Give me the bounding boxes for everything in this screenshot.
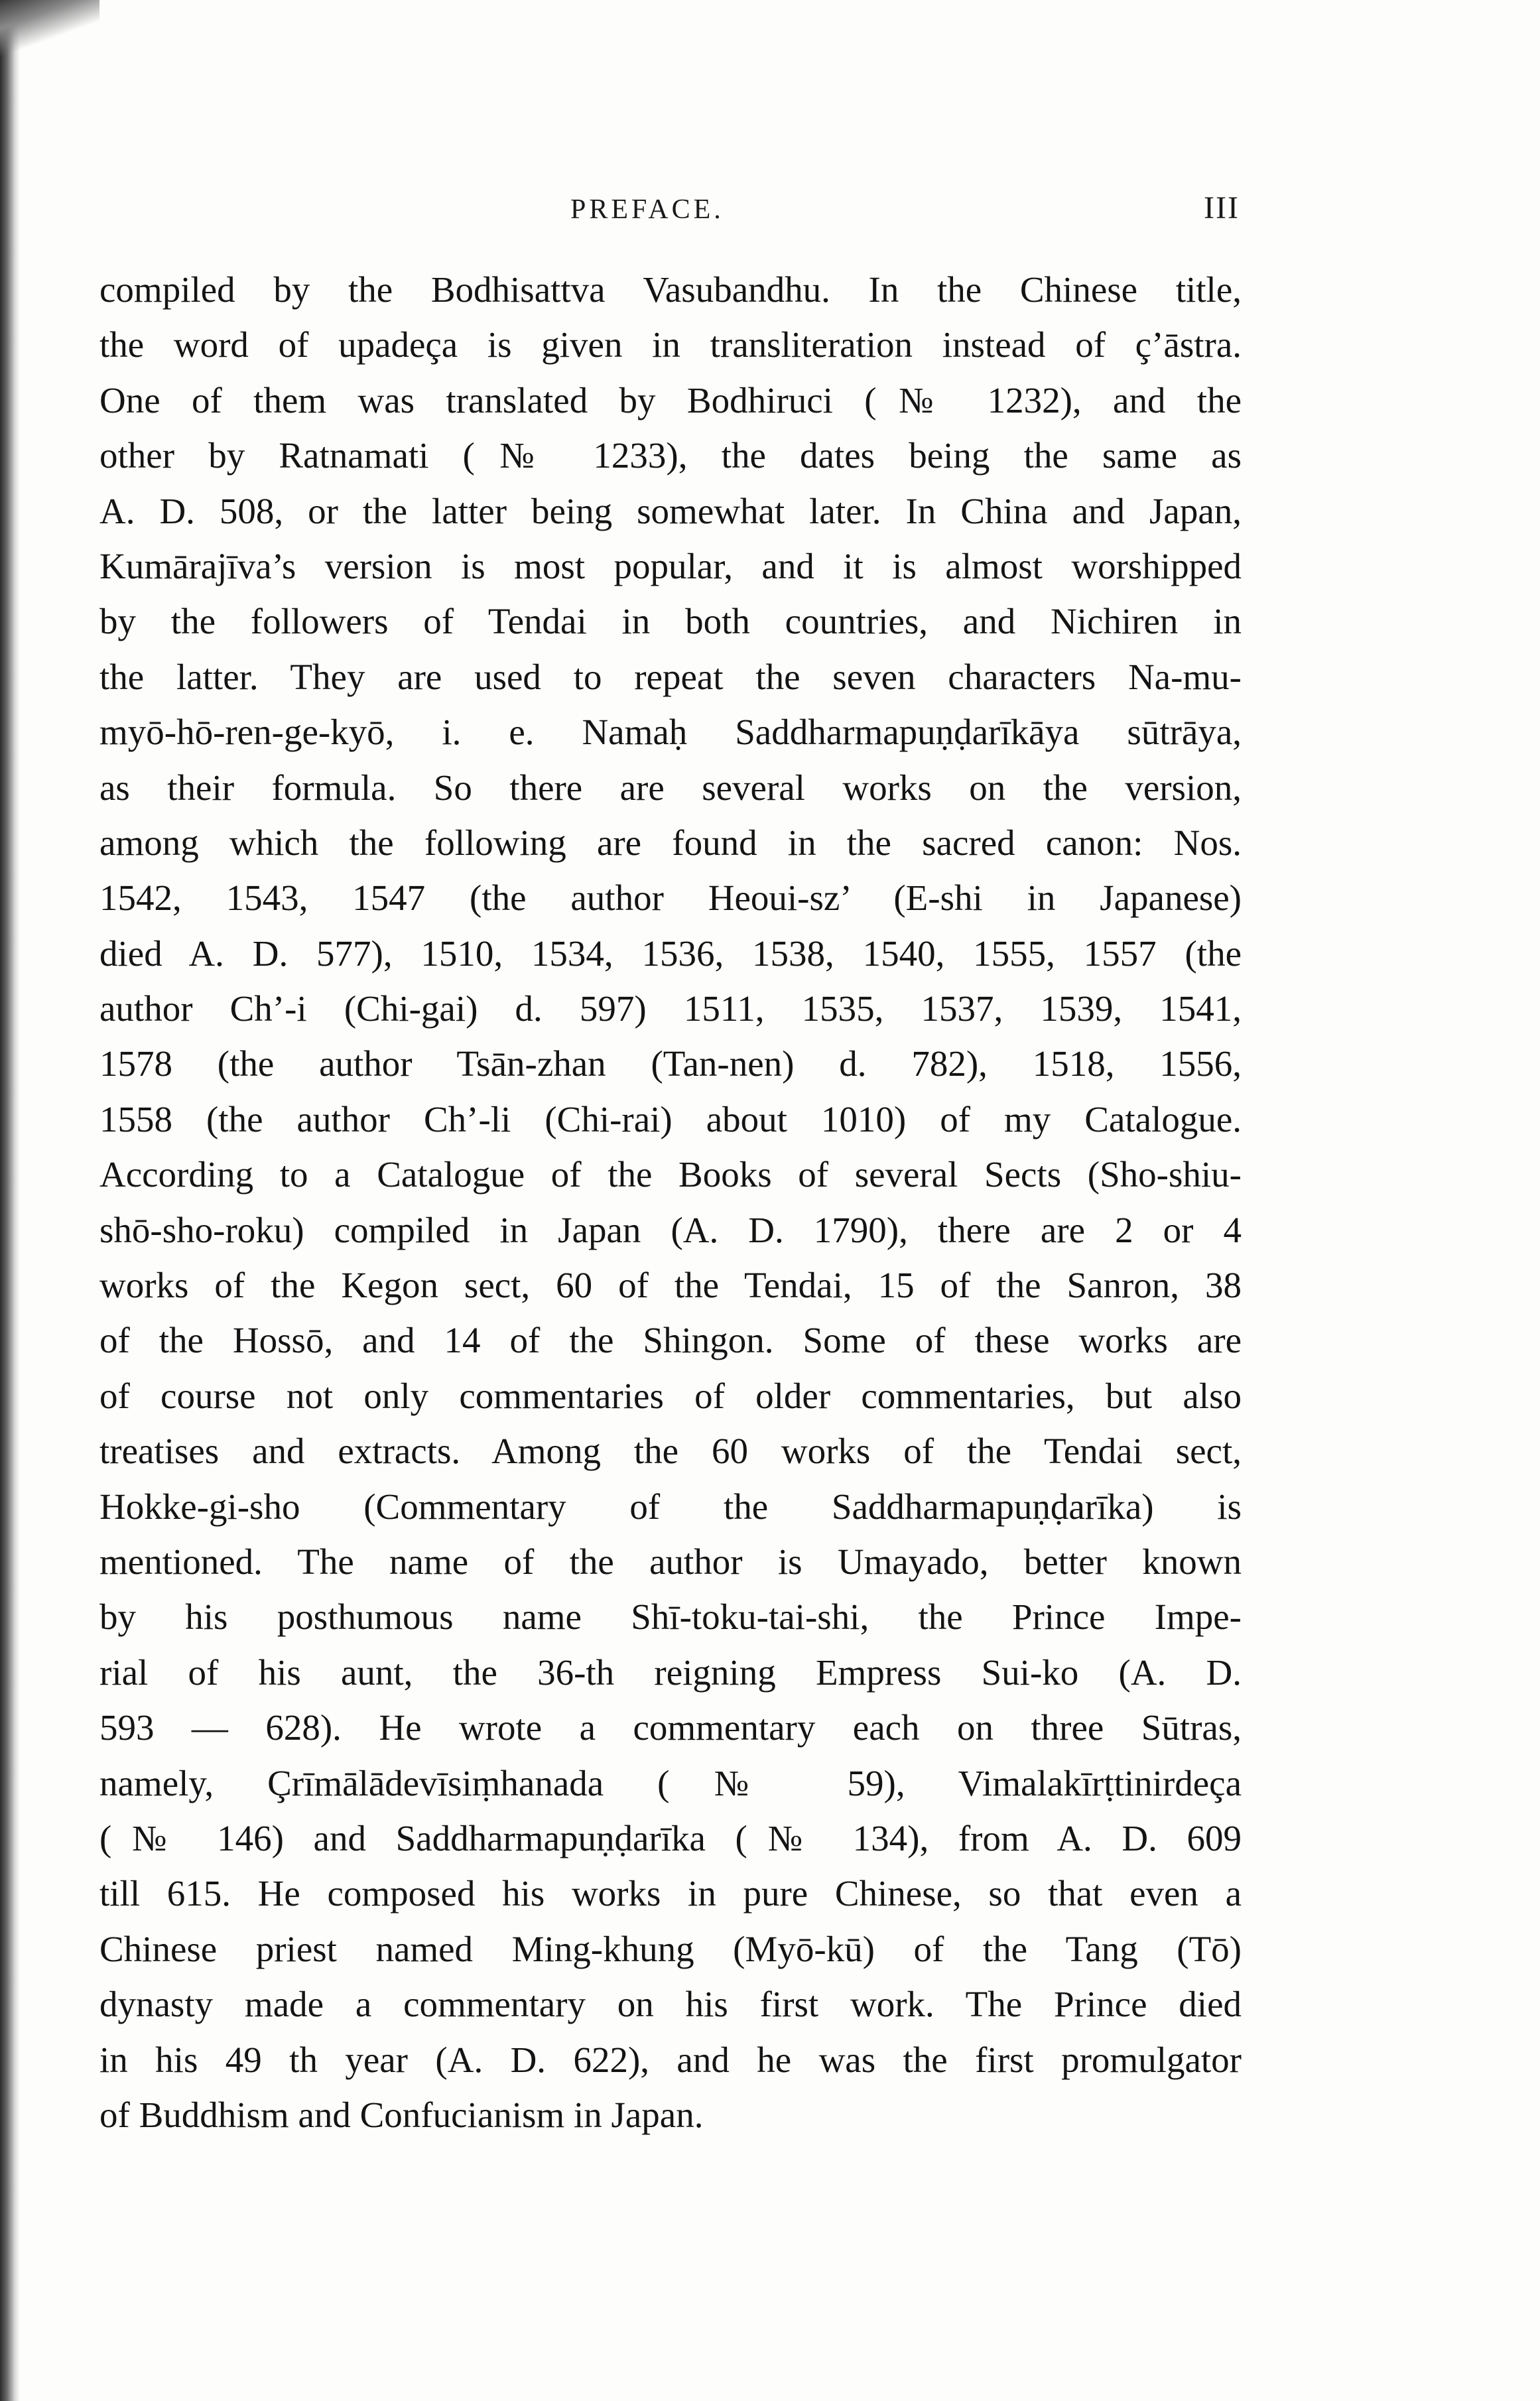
text-line: 1578 (the author Tsān-zhan (Tan-nen) d. 782), 1518, 1556,	[99, 1043, 1242, 1084]
text-line: till 615. He composed his works in pure Chinese, so that even a	[99, 1873, 1242, 1914]
text-line: as their formula. So there are several works on the version,	[99, 767, 1242, 808]
text-line: 1542, 1543, 1547 (the author Heoui-sz’ (E-shi in Japanese)	[99, 877, 1242, 919]
text-line: the latter. They are used to repeat the seven characters Na-mu-	[99, 656, 1242, 697]
text-line: One of them was translated by Bodhiruci (№ 1232), and the	[99, 379, 1242, 421]
running-head-title: PREFACE.	[570, 194, 724, 225]
text-line: other by Ratnamati (№ 1233), the dates being the same as	[99, 435, 1242, 476]
text-line: among which the following are found in the sacred canon: Nos.	[99, 822, 1242, 863]
page-number: III	[1204, 190, 1240, 226]
text-line: shō-sho-roku) compiled in Japan (A. D. 1790), there are 2 or 4	[99, 1209, 1242, 1250]
text-line: 1558 (the author Ch’-li (Chi-rai) about 1010) of my Catalogue.	[99, 1098, 1242, 1139]
text-line: in his 49 th year (A. D. 622), and he was the first promulgator	[99, 2039, 1242, 2080]
text-line: (№ 146) and Saddharmapuṇḍarīka (№ 134), from A. D. 609	[99, 1817, 1242, 1858]
text-line: myō-hō-ren-ge-kyō, i. e. Namaḥ Saddharmapuṇḍarīkāya sūtrāya,	[99, 712, 1242, 753]
text-line: 593 — 628). He wrote a commentary each on three Sūtras,	[99, 1707, 1242, 1748]
text-line: A. D. 508, or the latter being somewhat later. In China and Japan,	[99, 490, 1242, 531]
page-spine-shadow	[0, 0, 20, 2401]
text-line: Chinese priest named Ming-khung (Myō-kū) of the Tang (Tō)	[99, 1928, 1242, 1969]
text-line: dynasty made a commentary on his first work. The Prince died	[99, 1984, 1242, 2025]
page-corner-shadow	[0, 0, 99, 60]
text-line-final: of Buddhism and Confucianism in Japan.	[99, 2094, 704, 2135]
text-line: by the followers of Tendai in both countries, and Nichiren in	[99, 601, 1242, 642]
text-line: Kumārajīva’s version is most popular, and it is almost worshipped	[99, 545, 1242, 586]
text-line: treatises and extracts. Among the 60 works of the Tendai sect,	[99, 1431, 1242, 1472]
text-line: rial of his aunt, the 36-th reigning Empress Sui-ko (A. D.	[99, 1652, 1242, 1693]
text-line: the word of upadeça is given in transliteration instead of ç’āstra.	[99, 324, 1242, 365]
text-line: of the Hossō, and 14 of the Shingon. Some of these works are	[99, 1320, 1242, 1361]
text-line: compiled by the Bodhisattva Vasubandhu. In the Chinese title,	[99, 269, 1242, 310]
text-line: According to a Catalogue of the Books of several Sects (Sho-shiu-	[99, 1154, 1242, 1195]
text-line: died A. D. 577), 1510, 1534, 1536, 1538, 1540, 1555, 1557 (the	[99, 933, 1242, 974]
text-line: by his posthumous name Shī-toku-tai-shi, the Prince Impe-	[99, 1596, 1242, 1638]
body-text	[99, 262, 1242, 2142]
text-line: Hokke-gi-sho (Commentary of the Saddharmapuṇḍarīka) is	[99, 1486, 1242, 1527]
text-line: author Ch’-i (Chi-gai) d. 597) 1511, 1535, 1537, 1539, 1541,	[99, 988, 1242, 1029]
running-head	[0, 190, 1540, 247]
text-line: mentioned. The name of the author is Umayado, better known	[99, 1541, 1242, 1582]
text-line: of course not only commentaries of older commentaries, but also	[99, 1375, 1242, 1416]
text-line: namely, Çrīmālādevīsiṃhanada (№ 59), Vimalakīrṭtinirdeça	[99, 1762, 1242, 1803]
text-line: works of the Kegon sect, 60 of the Tendai, 15 of the Sanron, 38	[99, 1265, 1242, 1306]
